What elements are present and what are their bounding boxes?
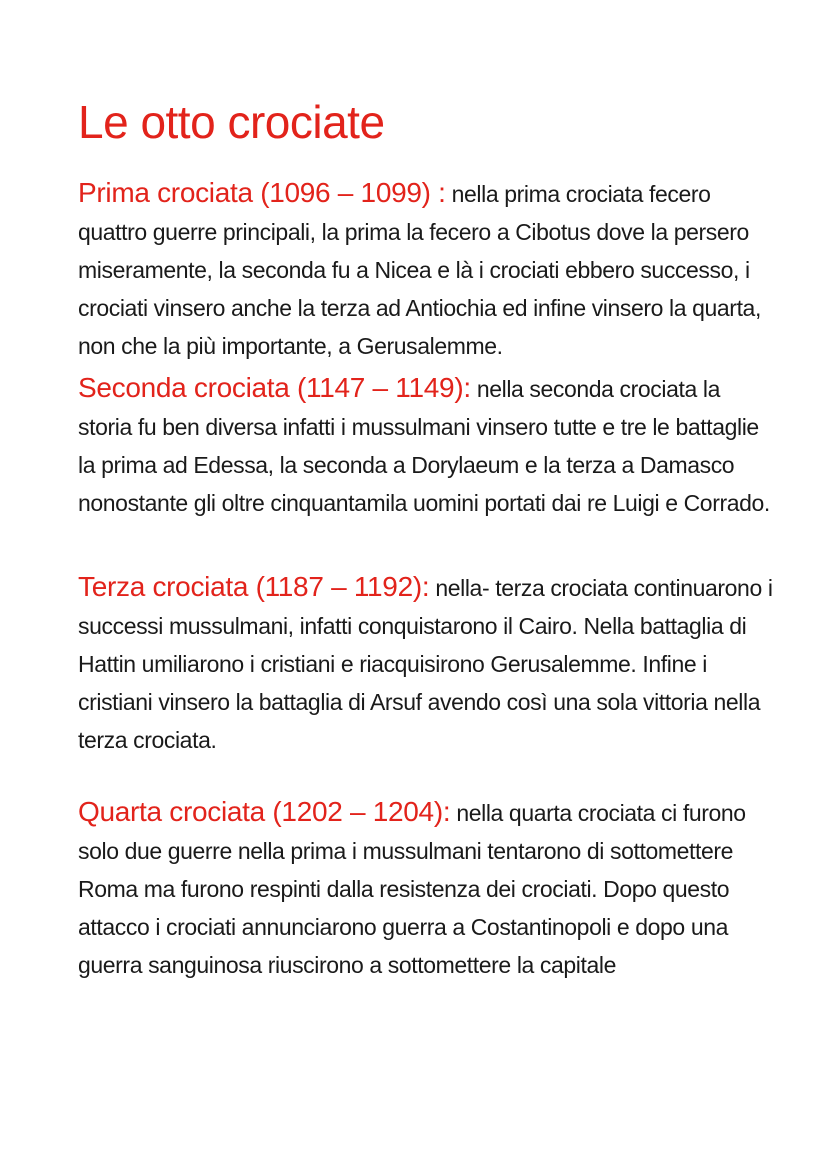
section-terza-crociata (78, 568, 778, 759)
section-prima-crociata (78, 174, 778, 365)
document-title: Le otto crociate (78, 96, 385, 148)
section-heading-seconda: Seconda crociata (1147 – 1149): (78, 372, 471, 403)
section-heading-prima: Prima crociata (1096 – 1099) : (78, 177, 446, 208)
section-body-quarta: nella quarta crociata ci furono solo due guerre nella prima i mussulmani tentarono di sottomettere Roma ma furono respinti dalla resistenza dei crociati. Dopo questo attacco i crociati annunciarono guerra a Costantinopoli e dopo una guerra sanguinosa riuscirono a sottomettere la capitale (78, 800, 746, 978)
section-quarta-crociata (78, 793, 778, 984)
section-heading-terza: Terza crociata (1187 – 1192): (78, 571, 430, 602)
section-seconda-crociata (78, 369, 778, 522)
section-body-prima: nella prima crociata fecero quattro guerre principali, la prima la fecero a Cibotus dove la persero miseramente, la seconda fu a Nicea e là i crociati ebbero successo, i crociati vinsero anche la terza ad Antiochia ed infine vinsero la quarta, non che la più importante, a Gerusalemme. (78, 181, 761, 359)
section-heading-quarta: Quarta crociata (1202 – 1204): (78, 796, 451, 827)
section-body-seconda: nella seconda crociata la storia fu ben diversa infatti i mussulmani vinsero tutte e tre le battaglie la prima ad Edessa, la seconda a Dorylaeum e la terza a Damasco nonostante gli oltre cinquantamila uomini portati dai re Luigi e Corrado. (78, 376, 770, 516)
section-body-terza: nella- terza crociata continuarono i successi mussulmani, infatti conquistarono il Cairo. Nella battaglia di Hattin umiliarono i cristiani e riacquisirono Gerusalemme. Infine i cristiani vinsero la battaglia di Arsuf avendo così una sola vittoria nella terza crociata. (78, 575, 773, 753)
